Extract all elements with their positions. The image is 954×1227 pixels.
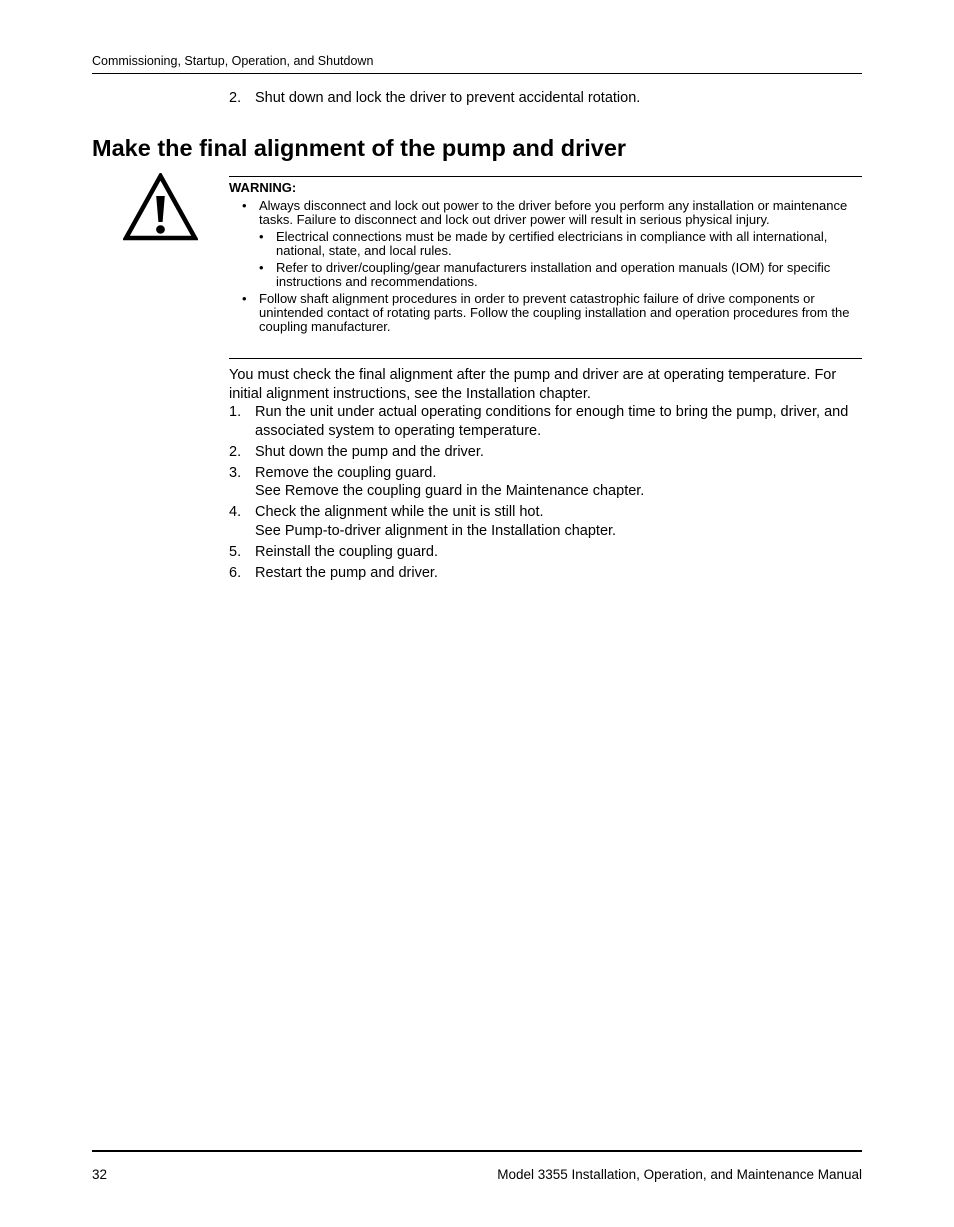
bullet-mark: • [259,229,264,244]
step-number: 3. [229,464,242,481]
section-title: Make the final alignment of the pump and driver [92,135,627,161]
warning-label: WARNING: [229,180,297,195]
step-text: Restart the pump and driver. [255,564,438,581]
step-text: Shut down and lock the driver to prevent accidental rotation. [255,90,641,106]
warning-bullet [229,261,862,289]
step-number: 5. [229,543,242,560]
warning-list [229,199,862,334]
step-number: 1. [229,404,242,420]
step-number: 6. [229,564,242,581]
procedure-steps [229,403,863,582]
warning-bullet-text: Follow shaft alignment procedures in order to prevent catastrophic failure of drive components or unintended contact of rotating parts. Follow the coupling installation and operation procedures from the coupling manufacturer. [259,291,850,334]
procedure-step [229,564,863,583]
bullet-mark: • [242,198,247,213]
warning-bullet [229,230,862,258]
warning-bullet-text: Always disconnect and lock out power to the driver before you perform any installation or maintenance tasks. Failure to disconnect and lock out driver power will result in serious physical injury. [259,198,848,227]
warning-top-rule [229,176,862,177]
bullet-mark: • [242,291,247,306]
step-reference: See Pump-to-driver alignment in the Installation chapter. [255,522,617,539]
warning-bottom-rule [229,358,862,359]
header-rule [92,73,862,74]
step-number: 4. [229,504,242,520]
procedure-step [229,443,863,462]
footer-rule [92,1150,862,1152]
warning-bullet [229,199,862,227]
page-number: 32 [92,1167,108,1182]
step-number: 2. [229,90,242,106]
step-text: Run the unit under actual operating conditions for enough time to bring the pump, driver, and associated system to operating temperature. [255,404,849,439]
manual-title: Model 3355 Installation, Operation, and Maintenance Manual [497,1167,862,1182]
procedure-step [229,543,863,562]
warning-bullet-text: Refer to driver/coupling/gear manufacturers installation and operation manuals (IOM) for specific instructions and recommendations. [276,260,831,289]
warning-box [229,181,862,337]
intro-paragraph: You must check the final alignment after the pump and driver are at operating temperature. For initial alignment instructions, see the Installation chapter. [229,367,837,402]
step-reference: See Remove the coupling guard in the Maintenance chapter. [255,483,645,499]
warning-triangle-icon [123,173,198,241]
warning-bullet-text: Electrical connections must be made by certified electricians in compliance with all international, national, state, and local rules. [276,229,828,258]
step-text: Reinstall the coupling guard. [255,543,438,560]
warning-bullet [229,292,862,334]
step-text: Check the alignment while the unit is still hot. [255,504,544,520]
step-number: 2. [229,443,242,460]
step-text: Remove the coupling guard. [255,464,437,481]
procedure-body [229,366,863,585]
procedure-step [229,464,863,501]
step-text: Shut down the pump and the driver. [255,443,484,460]
procedure-step [229,503,863,540]
preceding-step [229,89,640,107]
bullet-mark: • [259,260,264,275]
running-header: Commissioning, Startup, Operation, and Shutdown [92,54,374,68]
procedure-step [229,403,863,440]
